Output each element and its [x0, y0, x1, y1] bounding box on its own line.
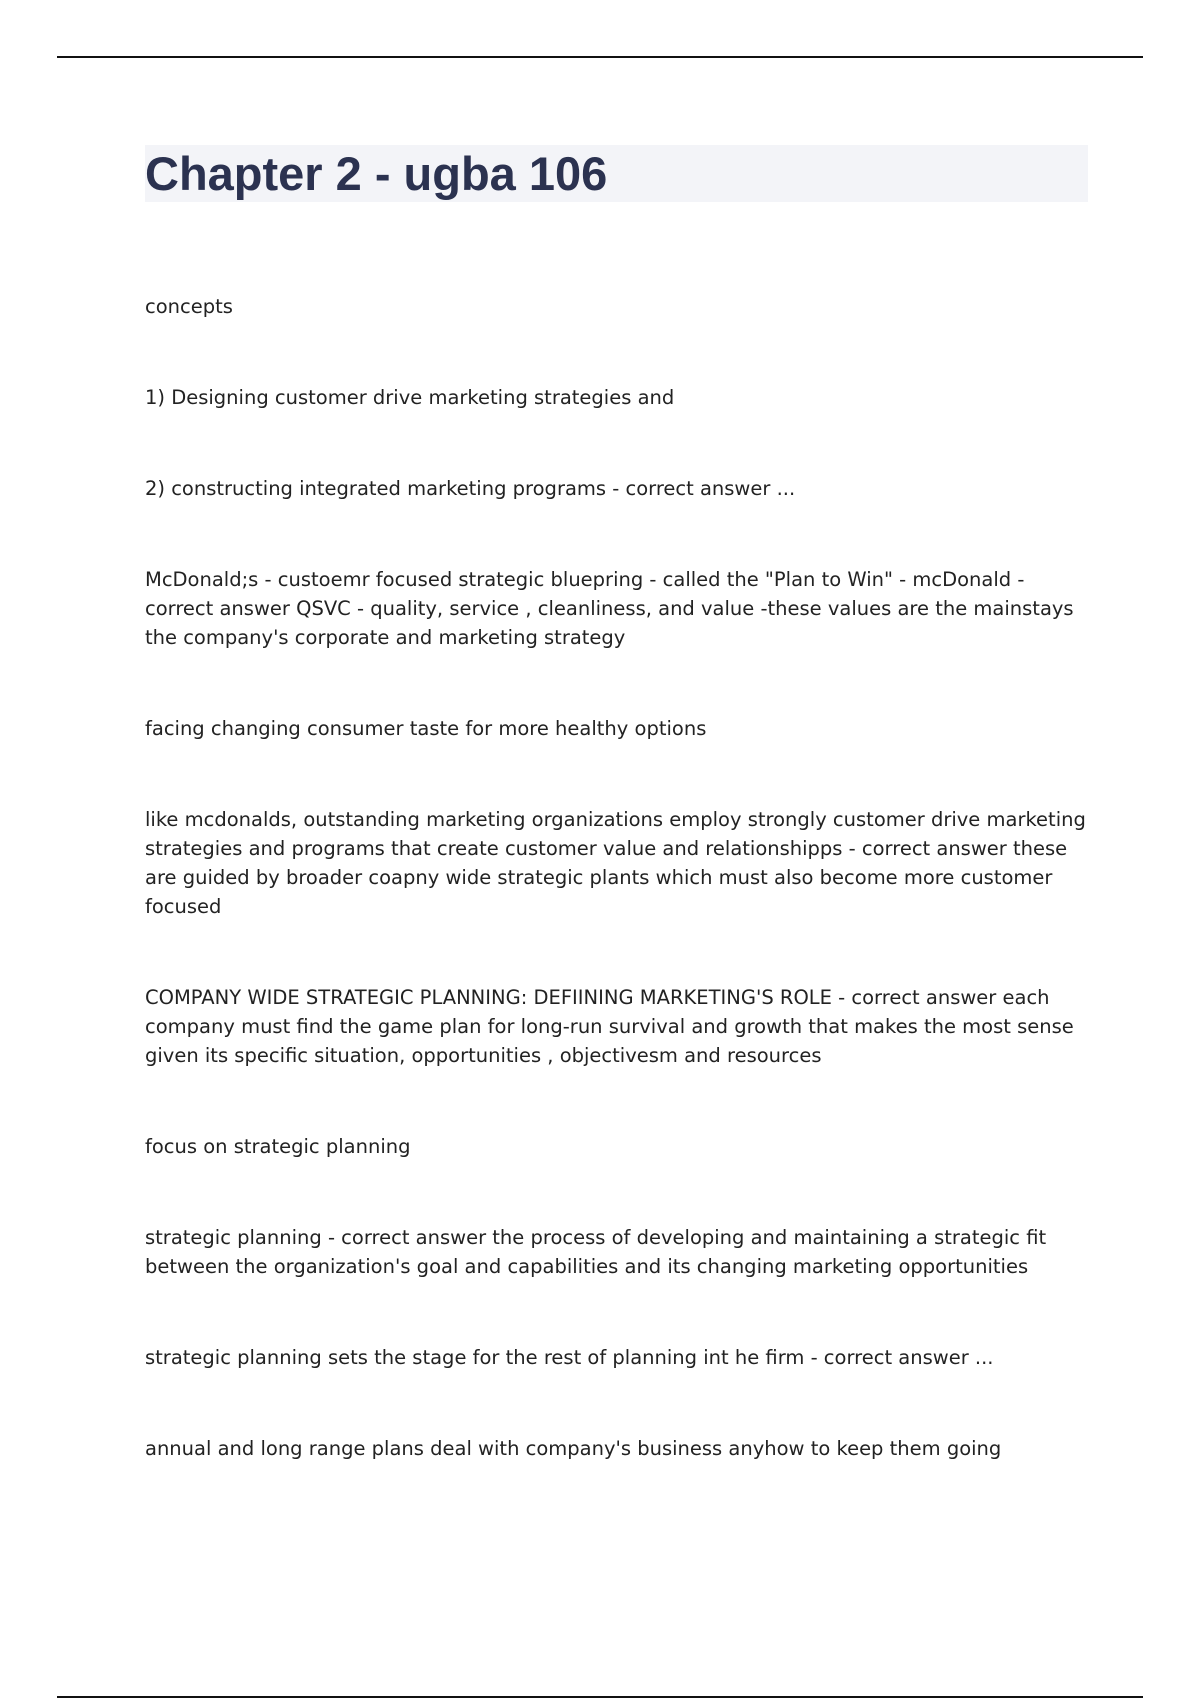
page-title: Chapter 2 - ugba 106	[145, 147, 608, 200]
paragraph: McDonald;s - custoemr focused strategic bluepring - called the "Plan to Win" - mcDonald - correct answer QSVC - quality, service , cleanliness, and value -these values are the mainstays the company's corporate and marketing strategy	[145, 568, 1074, 649]
paragraph: 1) Designing customer drive marketing strategies and	[145, 386, 675, 409]
paragraph: 2) constructing integrated marketing programs - correct answer ...	[145, 477, 796, 500]
document-body	[145, 292, 1090, 1525]
paragraph: like mcdonalds, outstanding marketing organizations employ strongly customer drive marketing strategies and programs that create customer value and relationshipps - correct answer these are guided by broader coapny wide strategic plants which must also become more customer focused	[145, 808, 1086, 918]
paragraph: strategic planning sets the stage for the rest of planning int he firm - correct answer ...	[145, 1346, 994, 1369]
paragraph: facing changing consumer taste for more healthy options	[145, 717, 707, 740]
paragraph: COMPANY WIDE STRATEGIC PLANNING: DEFIINING MARKETING'S ROLE - correct answer each company must find the game plan for long-run survival and growth that makes the most sense given its specific situation, opportunities , objectivesm and resources	[145, 986, 1074, 1067]
paragraph: concepts	[145, 295, 233, 318]
bottom-rule	[57, 1696, 1143, 1698]
top-rule	[57, 56, 1143, 58]
paragraph: annual and long range plans deal with company's business anyhow to keep them going	[145, 1437, 1002, 1460]
paragraph: strategic planning - correct answer the process of developing and maintaining a strategic fit between the organization's goal and capabilities and its changing marketing opportunities	[145, 1226, 1047, 1278]
paragraph: focus on strategic planning	[145, 1135, 411, 1158]
